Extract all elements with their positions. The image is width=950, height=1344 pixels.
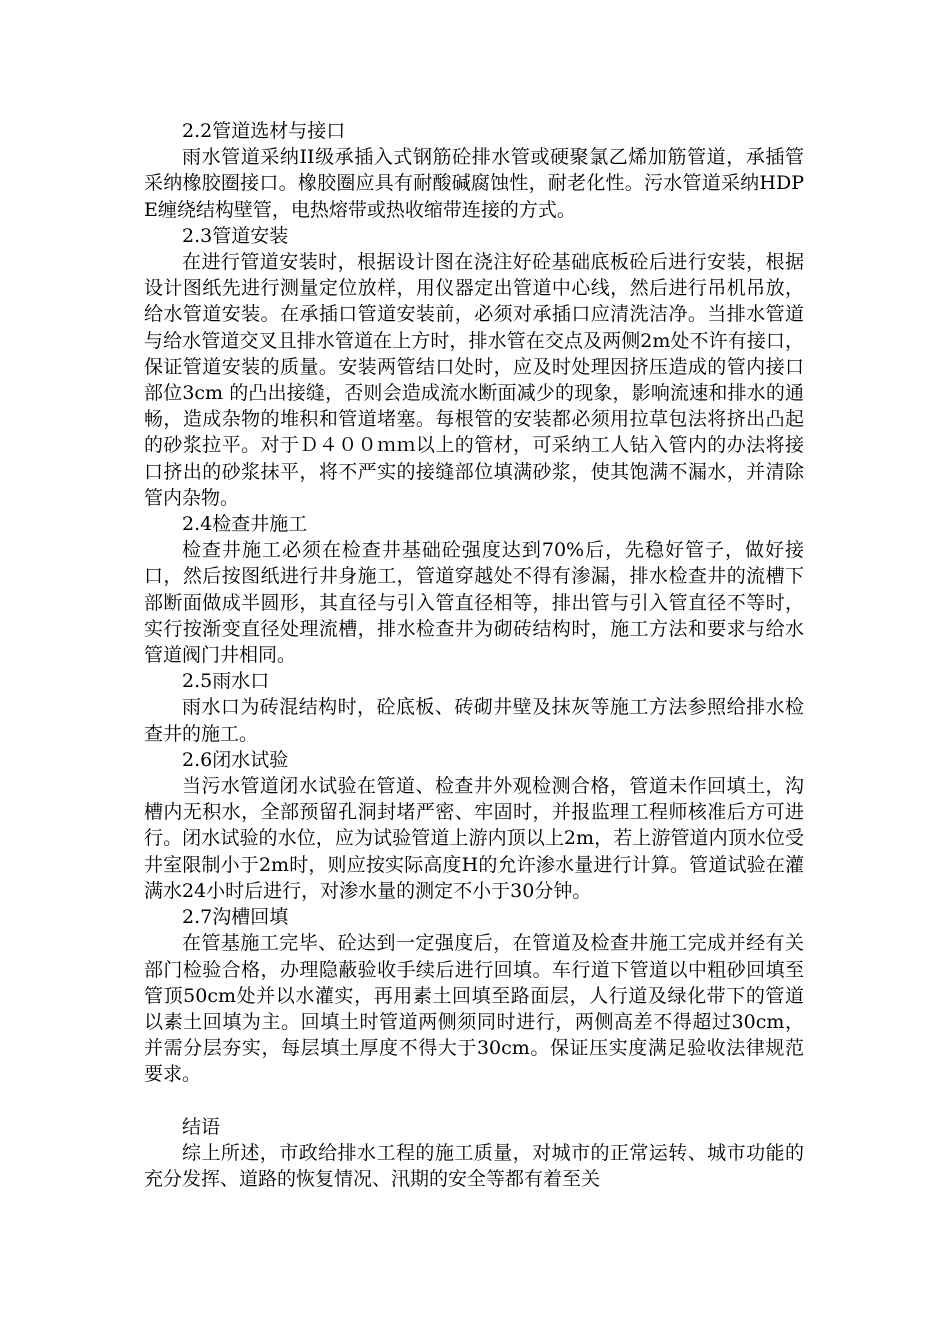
conclusion-heading: 结语: [182, 1115, 221, 1138]
section-paragraph: 在进行管道安装时，根据设计图在浇注好砼基础底板砼后进行安装，根据设计图纸先进行测量定位放样，用仪器定出管道中心线，然后进行吊机吊放，给水管道安装。在承插口管道安装前，必须对承插口应清洗洁净。当排水管道与给水管道交叉且排水管道在上方时，排水管在交点及两侧2m处不许有接口，保证管道安装的质量。安装两管结口处时，应及时处理因挤压造成的管内接口部位3cm 的凸出接缝，否则会造成流水断面减少的现象，影响流速和排水的通畅，造成杂物的堆积和管道堵塞。每根管的安装都必须用拉草包法将挤出凸起的砂浆拉平。对于Ｄ４００ｍｍ以上的管材，可采纳工人钻入管内的办法将接口挤出的砂浆抹平，将不严实的接缝部位填满砂浆，使其饱满不漏水，并清除管内杂物。: [144, 251, 804, 509]
section-heading: 2.2管道选材与接口: [182, 120, 346, 142]
section-heading: 2.6闭水试验: [182, 748, 289, 771]
section-paragraph: 雨水口为砖混结构时，砼底板、砖砌井壁及抹灰等施工方法参照给排水检查井的施工。: [144, 696, 804, 745]
section-heading: 2.3管道安装: [182, 224, 289, 247]
section-paragraph: 当污水管道闭水试验在管道、检查井外观检测合格，管道未作回填土，沟槽内无积水，全部预留孔洞封堵严密、牢固时，并报监理工程师核准后方可进行。闭水试验的水位，应为试验管道上游内顶以上2m，若上游管道内顶水位受井室限制小于2m时，则应按实际高度H的允许渗水量进行计算。管道试验在灌满水24小时后进行，对渗水量的测定不小于30分钟。: [144, 775, 804, 902]
document-page: [144, 118, 804, 1192]
section-heading: 2.4检查井施工: [182, 513, 308, 536]
section-paragraph: 雨水管道采纳II级承插入式钢筋砼排水管或硬聚氯乙烯加筋管道，承插管采纳橡胶圈接口。橡胶圈应具有耐酸碱腐蚀性，耐老化性。污水管道采纳HDPE缠绕结构壁管，电热熔带或热收缩带连接的方式。: [144, 146, 804, 221]
section-paragraph: 在管基施工完毕、砼达到一定强度后，在管道及检查井施工完成并经有关部门检验合格，办理隐蔽验收手续后进行回填。车行道下管道以中粗砂回填至管顶50cm处并以水灌实，再用素土回填至路面层，人行道及绿化带下的管道以素土回填为主。回填土时管道两侧须同时进行，两侧高差不得超过30cm，并需分层夯实，每层填土厚度不得大于30cm。保证压实度满足验收法律规范要求。: [144, 932, 804, 1086]
section-heading: 2.7沟槽回填: [182, 906, 289, 929]
section-paragraph: 检查井施工必须在检查井基础砼强度达到70%后，先稳好管子，做好接口，然后按图纸进行井身施工，管道穿越处不得有渗漏，排水检查井的流槽下部断面做成半圆形，其直径与引入管直径相等，排出管与引入管直径不等时，实行按渐变直径处理流槽，排水检查井为砌砖结构时，施工方法和要求与给水管道阀门井相同。: [144, 539, 804, 667]
conclusion-paragraph: 综上所述，市政给排水工程的施工质量，对城市的正常运转、城市功能的充分发挥、道路的恢复情况、汛期的安全等都有着至关: [144, 1141, 804, 1190]
section-heading: 2.5雨水口: [182, 670, 270, 693]
section-spacer: [144, 1088, 804, 1114]
